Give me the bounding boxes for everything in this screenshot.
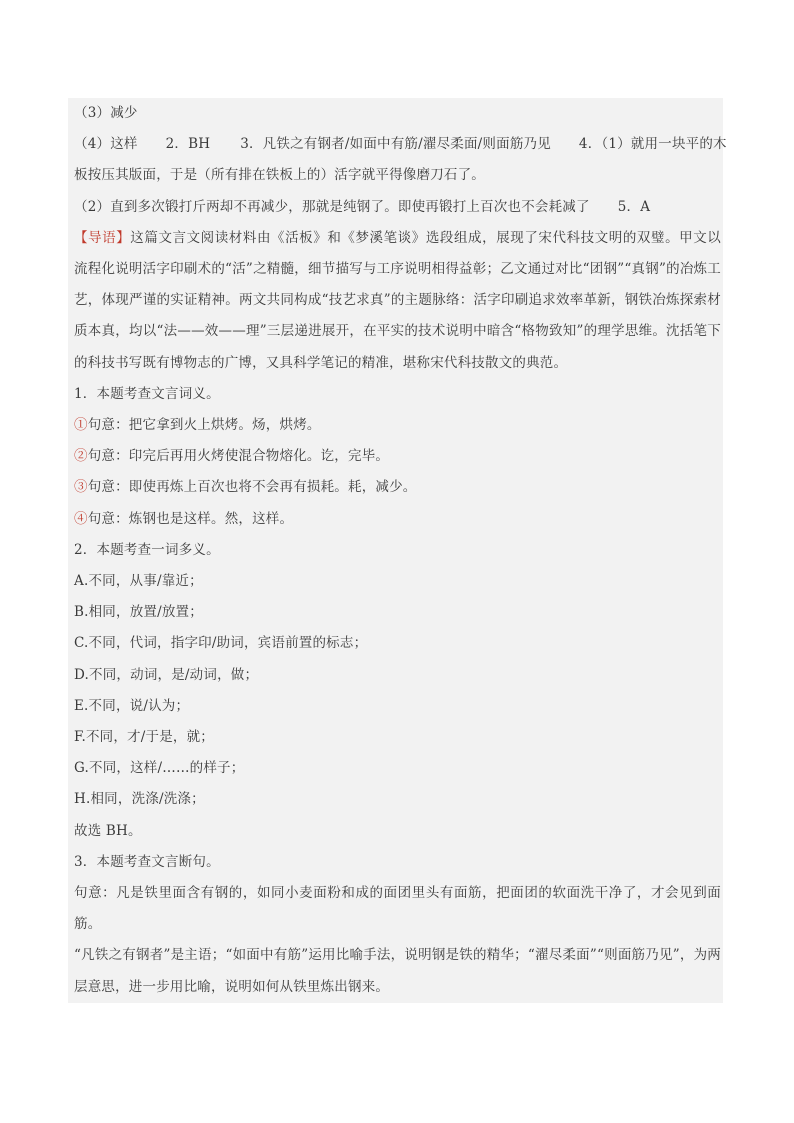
q1-item-text: 句意：印完后再用火烤使混合物熔化。讫，完毕。 (87, 448, 390, 465)
q1-item-text: 句意：即使再炼上百次也将不会再有损耗。耗，减少。 (87, 479, 417, 496)
q2-option-b: B.相同，放置/放置； (74, 604, 203, 621)
q2-option-d: D.不同，动词，是/动词，做； (74, 666, 259, 683)
q2-option-c: C.不同，代词，指字印/助词，宾语前置的标志； (74, 635, 368, 652)
answer-4-2-text: （2）直到多次锻打斤两却不再减少，那就是纯钢了。即使再锻打上百次也不会耗减了 (74, 198, 590, 215)
q2-option-g: G.不同，这样/……的样子； (74, 760, 245, 777)
q2-option-a: A.不同，从事/靠近； (74, 573, 203, 590)
circled-num-2: ② (74, 448, 88, 465)
guide-text-1: 这篇文言文阅读材料由《活板》和《梦溪笔谈》选段组成，展现了宋代科技文明的双璧。甲文以 (130, 229, 721, 246)
circled-num-1: ① (74, 417, 88, 434)
circled-num-4: ④ (74, 510, 88, 527)
guide-line-4: 质本真，均以“法——效——理”三层递进展开，在平实的技术说明中暗含“格物致知”的理学思维。沈括笔下 (74, 323, 721, 340)
q1-item-3 (68, 472, 723, 503)
answer-4-1-continued: 板按压其版面，于是（所有排在铁板上的）活字就平得像磨刀石了。 (74, 167, 485, 184)
q3-line-2: 筋。 (74, 916, 102, 933)
q1-item-2 (68, 441, 723, 472)
answer-2-text: 2．BH (165, 136, 211, 153)
q3-line-1: 句意：凡是铁里面含有钢的，如同小麦面粉和成的面团里头有面筋，把面团的软面洗干净了，才会见到面 (74, 885, 721, 902)
q1-item-4 (68, 504, 723, 535)
q2-option-e: E.不同，说/认为； (74, 697, 190, 714)
answer-4-text: （4）这样 (74, 136, 138, 153)
q2-conclusion: 故选 BH。 (74, 822, 142, 839)
guide-line-1 (68, 223, 723, 254)
answer-4-1-text: 4．（1）就用一块平的木 (578, 136, 727, 153)
answer-3-text: 3．凡铁之有钢者/如面中有筋/濯尽柔面/则面筋乃见 (240, 136, 551, 153)
q3-line-4: 层意思，进一步用比喻，说明如何从铁里炼出钢来。 (74, 978, 390, 995)
q1-item-text: 句意：炼钢也是这样。然，这样。 (87, 510, 294, 527)
answer-4-2-line (68, 192, 723, 223)
q3-line-3: “凡铁之有钢者”是主语；“如面中有筋”运用比喻手法，说明钢是铁的精华；“濯尽柔面”“则面筋乃见”，为两 (74, 947, 721, 964)
guide-line-3: 艺，体现严谨的实证精神。两文共同构成“技艺求真”的主题脉络：活字印刷追求效率革新，钢铁冶炼探索材 (74, 292, 721, 309)
q1-item-1 (68, 410, 723, 441)
guide-line-5: 的科技书写既有博物志的广博，又具科学笔记的精准，堪称宋代科技散文的典范。 (74, 354, 568, 371)
q3-title: 3．本题考查文言断句。 (74, 853, 220, 870)
answer-line-4 (68, 129, 727, 160)
circled-num-3: ③ (74, 479, 88, 496)
guide-line-2: 流程化说明活字印刷术的“活”之精髓，细节描写与工序说明相得益彰；乙文通过对比“团钢”“真钢”的冶炼工 (74, 261, 721, 278)
guide-tag: 【导语】 (74, 229, 131, 246)
answer-5-text: 5．A (617, 198, 651, 215)
q1-item-text: 句意：把它拿到火上烘烤。炀，烘烤。 (87, 417, 321, 434)
q2-title: 2．本题考查一词多义。 (74, 541, 220, 558)
answer-line-3: （3）减少 (74, 105, 138, 121)
q1-title: 1．本题考查文言词义。 (74, 385, 220, 402)
answer-content (68, 98, 727, 1003)
q2-option-f: F.不同，才/于是，就； (74, 729, 215, 746)
q2-option-h: H.相同，洗涤/洗涤； (74, 791, 205, 808)
